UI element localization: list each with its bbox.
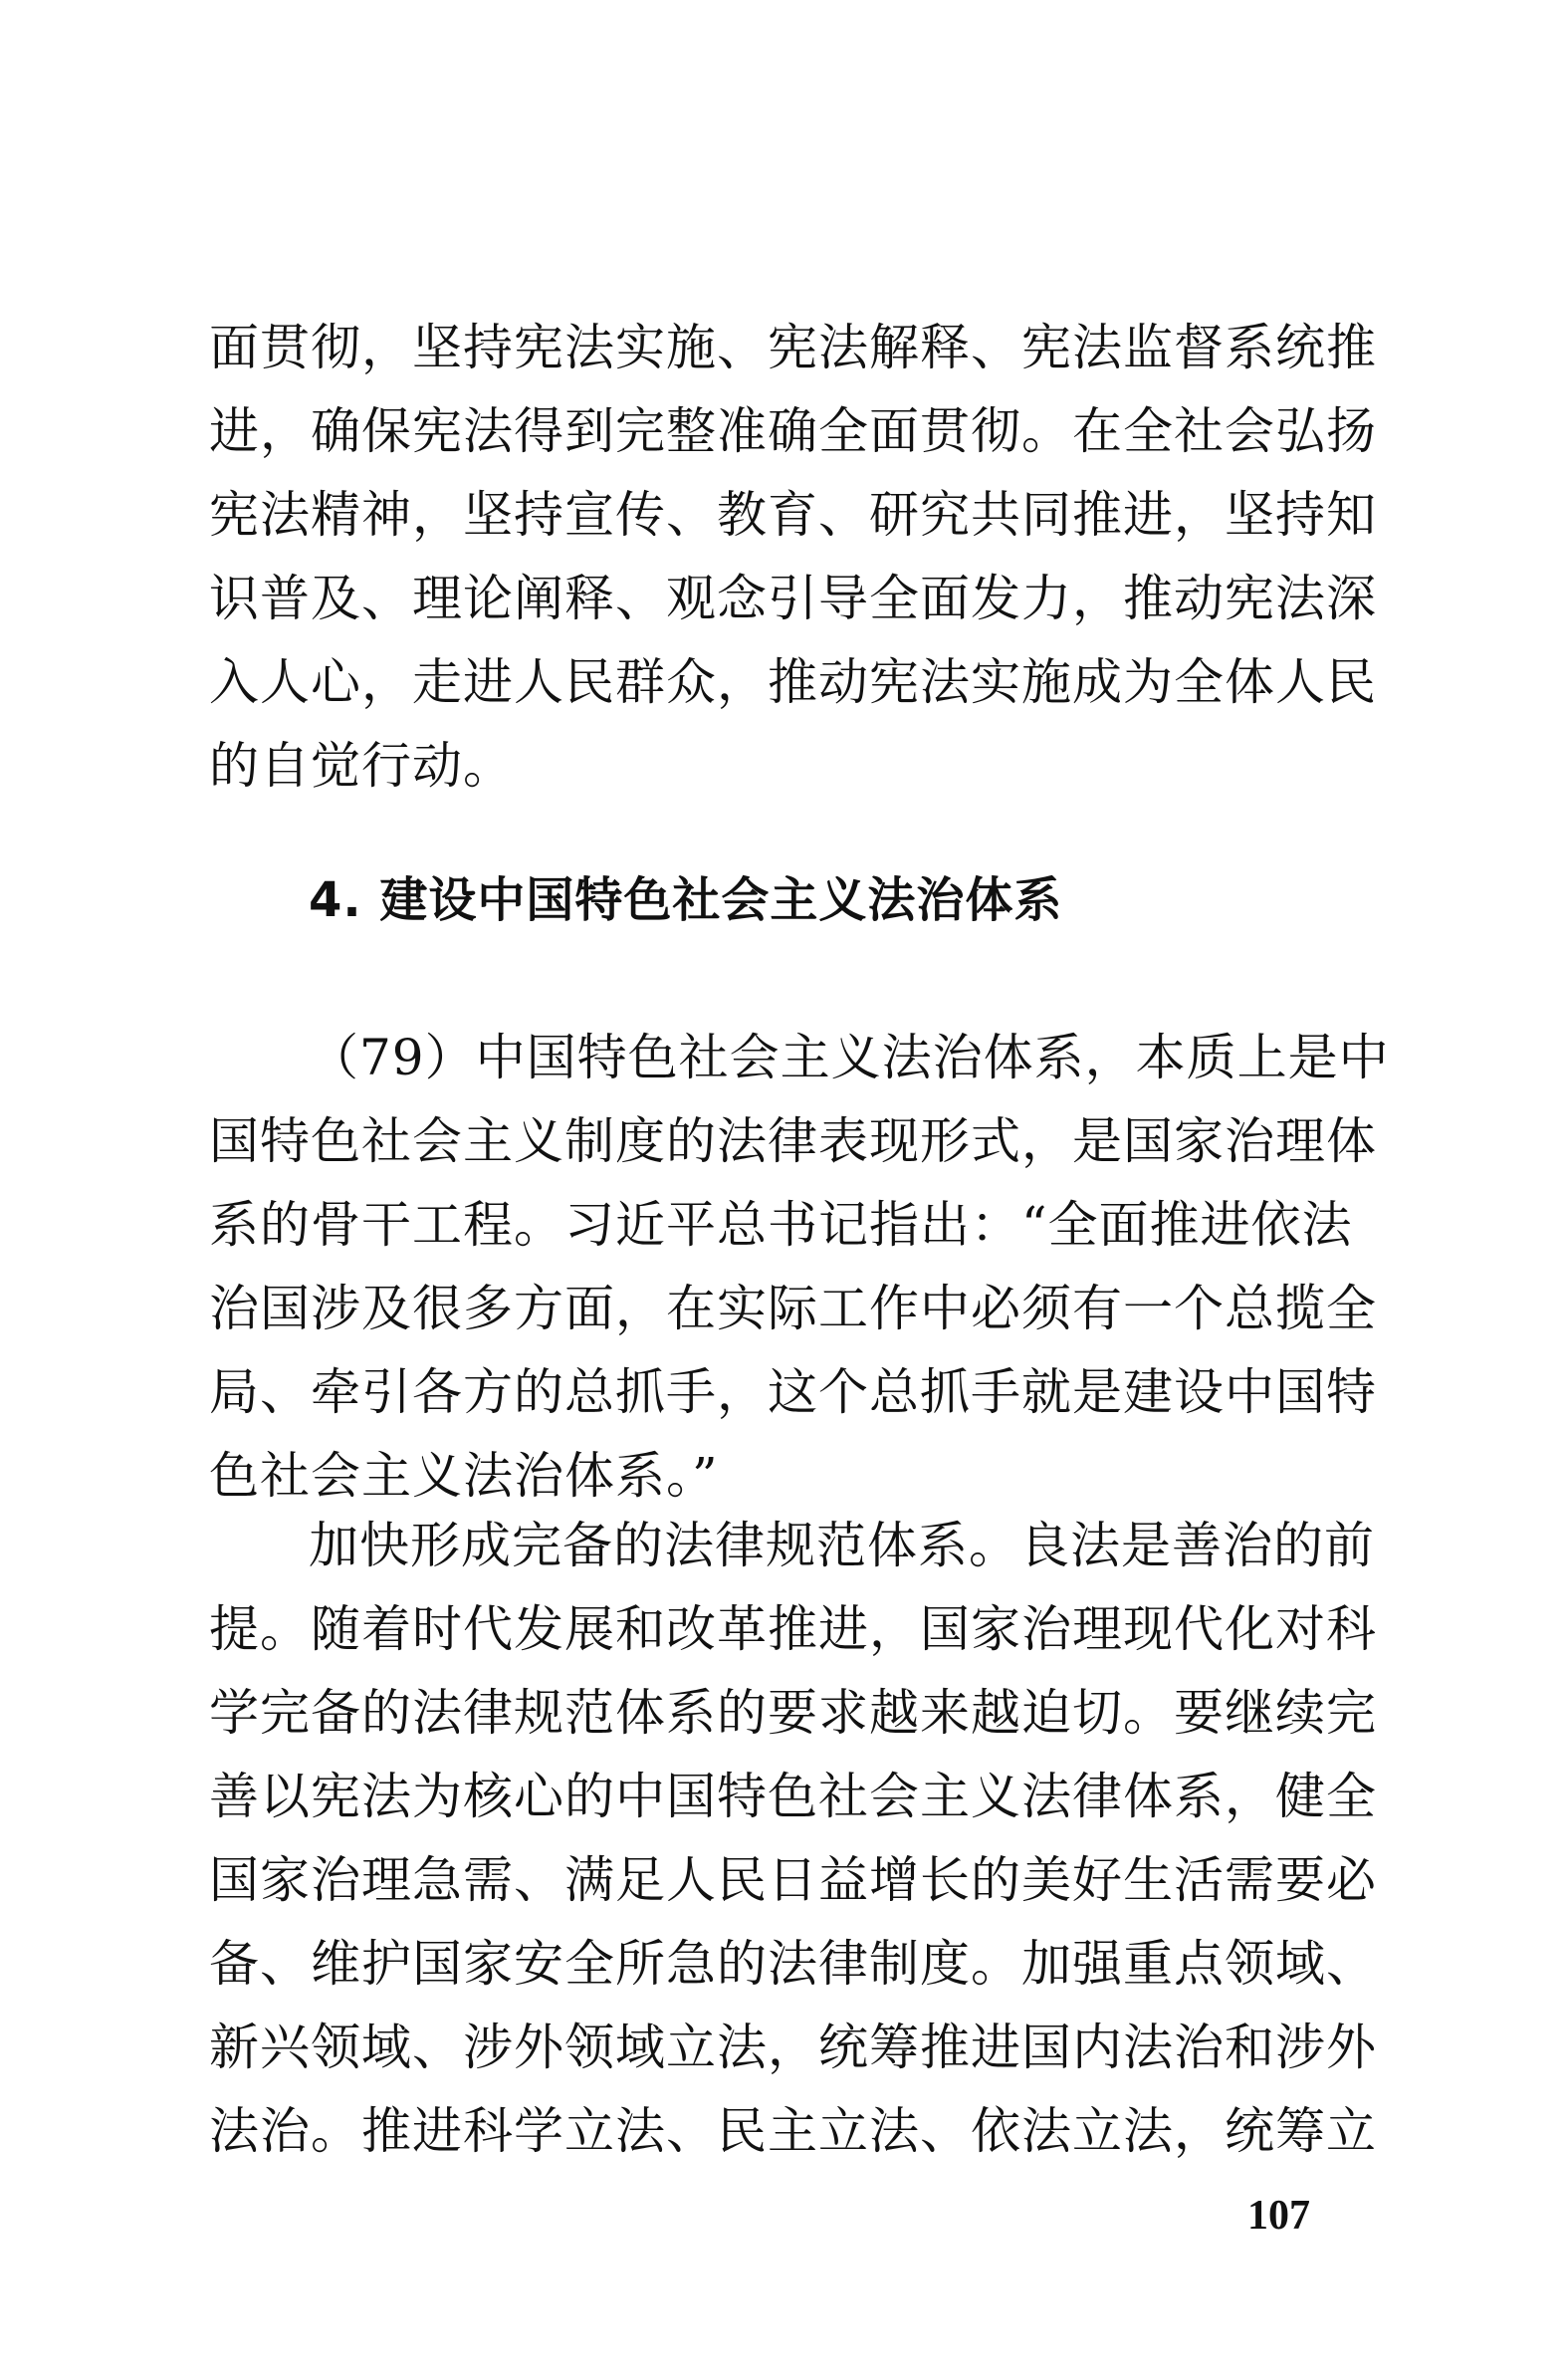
text-line: 系的骨干工程。习近平总书记指出：“全面推进依法 — [209, 1196, 1353, 1254]
section-heading: 4. 建设中国特色社会主义法治体系 — [309, 872, 1063, 928]
text-line: 的自觉行动。 — [209, 737, 514, 795]
text-line: 善以宪法为核心的中国特色社会主义法律体系，健全 — [209, 1768, 1377, 1825]
text-line: 宪法精神，坚持宣传、教育、研究共同推进，坚持知 — [209, 486, 1377, 544]
text-line: 国家治理急需、满足人民日益增长的美好生活需要必 — [209, 1851, 1377, 1909]
text-line: （79）中国特色社会主义法治体系，本质上是中 — [309, 1029, 1390, 1086]
text-line: 法治。推进科学立法、民主立法、依法立法，统筹立 — [209, 2102, 1377, 2160]
text-line: 色社会主义法治体系。” — [209, 1447, 719, 1505]
paragraph-legal-norms — [209, 1504, 1384, 2173]
text-line: 加快形成完备的法律规范体系。良法是善治的前 — [309, 1517, 1375, 1574]
text-line: 入人心，走进人民群众，推动宪法实施成为全体人民 — [209, 653, 1377, 711]
text-line: 备、维护国家安全所急的法律制度。加强重点领域、 — [209, 1935, 1377, 1993]
text-line: 国特色社会主义制度的法律表现形式，是国家治理体 — [209, 1112, 1377, 1170]
page-number: 107 — [1247, 2193, 1310, 2239]
text-line: 识普及、理论阐释、观念引导全面发力，推动宪法深 — [209, 570, 1377, 627]
paragraph-continuation — [209, 306, 1384, 808]
text-line: 学完备的法律规范体系的要求越来越迫切。要继续完 — [209, 1684, 1377, 1742]
text-line: 进，确保宪法得到完整准确全面贯彻。在全社会弘扬 — [209, 402, 1377, 460]
text-line: 局、牵引各方的总抓手，这个总抓手就是建设中国特 — [209, 1363, 1377, 1421]
text-line: 治国涉及很多方面，在实际工作中必须有一个总揽全 — [209, 1280, 1377, 1337]
text-line: 面贯彻，坚持宪法实施、宪法解释、宪法监督系统推 — [209, 319, 1377, 376]
paragraph-79 — [209, 1016, 1390, 1518]
text-line: 提。随着时代发展和改革推进，国家治理现代化对科 — [209, 1600, 1377, 1658]
text-line: 新兴领域、涉外领域立法，统筹推进国内法治和涉外 — [209, 2019, 1377, 2076]
